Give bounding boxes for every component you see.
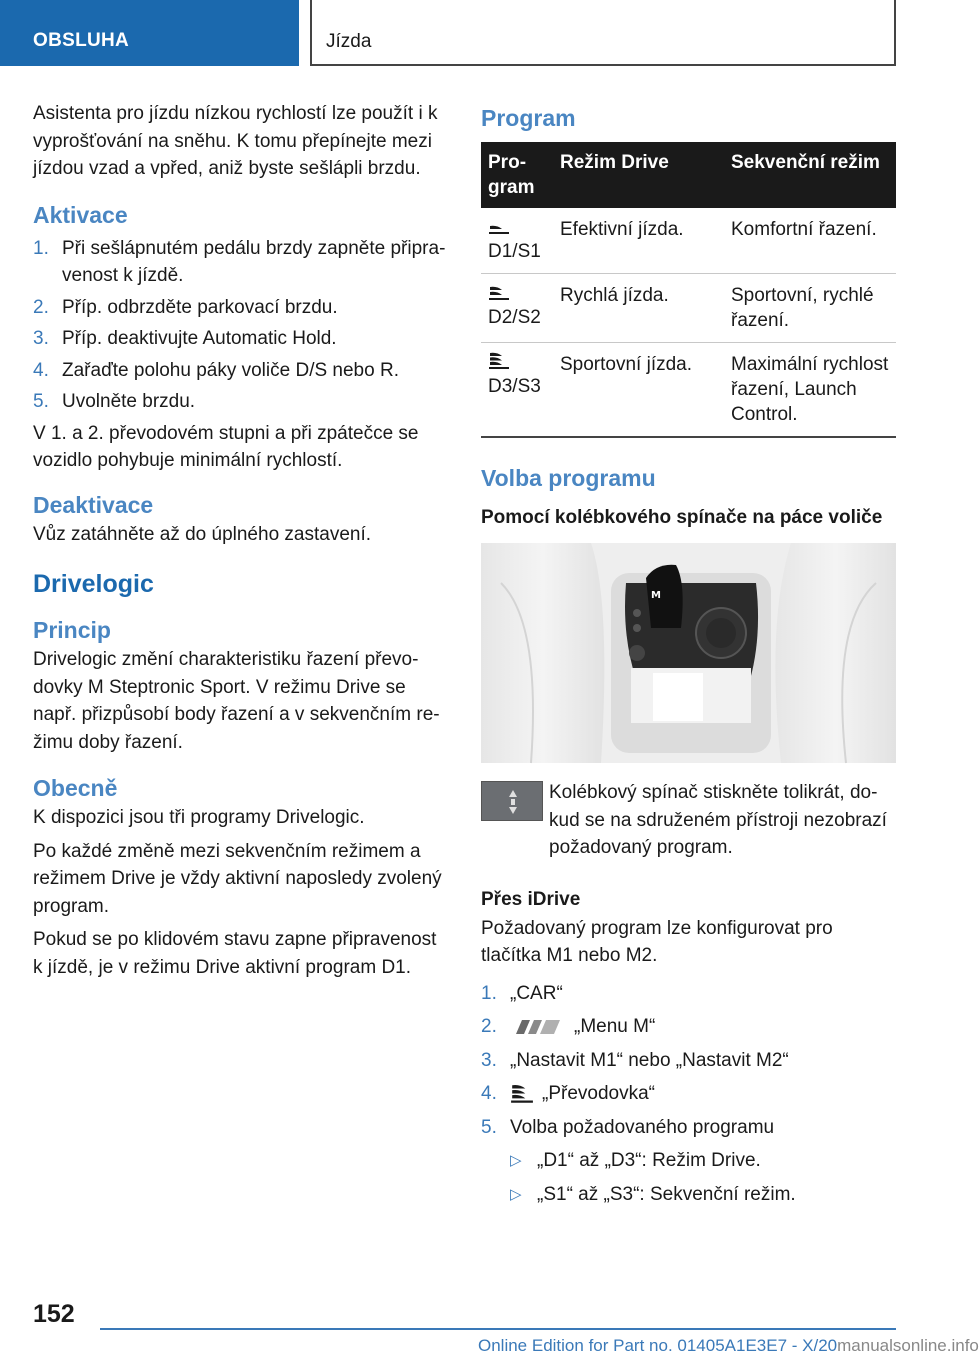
step-number: 2. <box>33 296 49 318</box>
list-item <box>510 1181 896 1209</box>
step-number: 5. <box>33 391 49 412</box>
program-label: D1/S1 <box>488 241 541 262</box>
triangle-bullet-icon: ▷ <box>510 1185 522 1203</box>
chapter-title: Jízda <box>326 31 372 52</box>
general-paragraph-1: K dispozici jsou tři programy Drivelogic. <box>33 807 365 828</box>
step-text: Při sešlápnutém pedálu brzdy zapněte připravenost k jízdě. <box>62 237 446 286</box>
edition-text: Online Edition for Part no. 01405A1E3E7 - X/20 <box>478 1336 838 1355</box>
principle-text: Drivelogic změní charakteristiku řazení převodovky M Steptronic Sport. V režimu Drive se např. přizpůsobí body řazení a v sekvenčním režimu doby řazení. <box>33 649 440 753</box>
program-heading: Program <box>481 105 576 131</box>
sequential-cell: Komfortní řazení. <box>724 208 896 274</box>
table-row <box>481 343 896 438</box>
gear-selector-photo <box>481 543 896 763</box>
program-cell <box>481 343 553 438</box>
sequential-cell: Sportovní, rychlé řazení. <box>724 274 896 343</box>
program-table <box>481 142 896 438</box>
table-header-cell: Program <box>481 142 553 208</box>
step-number: 5. <box>481 1116 497 1138</box>
table-header-cell: Režim Drive <box>553 142 724 208</box>
step-number: 1. <box>33 237 49 259</box>
section-tab <box>0 0 299 66</box>
step-text: Zařaďte polohu páky voliče D/S nebo R. <box>62 359 399 381</box>
deactivation-heading: Deaktivace <box>33 491 154 518</box>
step-number: 3. <box>33 328 49 349</box>
step-number: 4. <box>33 359 49 381</box>
drive-cell: Efektivní jízda. <box>553 208 724 274</box>
principle-heading: Princip <box>33 617 111 643</box>
table-row <box>481 208 896 274</box>
list-item <box>33 294 448 322</box>
step-text: „Převodovka“ <box>542 1083 655 1104</box>
triangle-bullet-icon: ▷ <box>510 1152 522 1169</box>
step-text: „Nastavit M1“ nebo „Nastavit M2“ <box>510 1049 789 1071</box>
rocker-heading: Pomocí kolébkového spínače na páce voliče <box>481 507 883 528</box>
step-text: Volba požadovaného programu <box>510 1116 775 1138</box>
list-item <box>481 1080 896 1108</box>
list-item <box>481 980 896 1008</box>
m-menu-icon <box>510 1018 568 1036</box>
footer-edition <box>478 1336 979 1356</box>
svg-text:M: M <box>651 590 661 601</box>
activation-heading: Aktivace <box>33 201 128 228</box>
step-text: Uvolněte brzdu. <box>62 391 196 412</box>
sub-step-text: „D1“ až „D3“: Režim Drive. <box>537 1150 761 1171</box>
step-number: 2. <box>481 1016 497 1037</box>
chapter-box <box>310 0 896 66</box>
step-number: 4. <box>481 1083 497 1104</box>
list-item <box>481 1047 896 1075</box>
program-sub-list <box>510 1147 896 1208</box>
gear-selector-illustration <box>481 543 896 763</box>
drivelogic-1-icon <box>488 217 510 235</box>
section-title: OBSLUHA <box>33 30 130 51</box>
transmission-icon <box>510 1084 534 1104</box>
intro-paragraph: Asistenta pro jízdu nízkou rychlostí lze použít i k vyprošťování na sněhu. K tomu přepínejte mezi jízdou vzad a vpřed, aniž byste sešlápli brzdu. <box>33 103 438 179</box>
step-text: „CAR“ <box>510 982 563 1004</box>
general-paragraph-3: Pokud se po klidovém stavu zapne připravenost k jízdě, je v režimu Drive aktivní program D1. <box>33 929 437 978</box>
rocker-switch-icon <box>481 781 543 821</box>
activation-steps <box>33 235 448 416</box>
left-column <box>33 100 448 987</box>
general-paragraph-2: Po každé změně mezi sekvenčním režimem a režimem Drive je vždy aktivní naposledy zvolený program. <box>33 840 442 917</box>
idrive-text: Požadovaný program lze konfigurovat pro tlačítka M1 nebo M2. <box>481 917 833 966</box>
list-item <box>33 388 448 416</box>
table-header-row <box>481 142 896 208</box>
drivelogic-heading: Drivelogic <box>33 570 154 598</box>
general-heading: Obecně <box>33 775 118 801</box>
list-item <box>33 235 448 290</box>
list-item <box>33 357 448 385</box>
page-number: 152 <box>33 1300 75 1328</box>
list-item <box>510 1147 896 1175</box>
activation-note: V 1. a 2. převodovém stupni a při zpátečce se vozidlo pohybuje minimální rychlostí. <box>33 422 419 471</box>
footer-divider <box>100 1328 896 1330</box>
step-number: 1. <box>481 982 497 1004</box>
step-number: 3. <box>481 1049 497 1071</box>
step-text: „Menu M“ <box>574 1016 656 1037</box>
program-cell <box>481 274 553 343</box>
idrive-steps <box>481 980 896 1142</box>
drivelogic-3-icon <box>488 352 510 370</box>
table-row <box>481 274 896 343</box>
step-text: Příp. deaktivujte Automatic Hold. <box>62 328 337 349</box>
drivelogic-2-icon <box>488 283 510 301</box>
list-item <box>481 1114 896 1142</box>
table-header-cell: Sekvenční režim <box>724 142 896 208</box>
right-column <box>481 100 896 1214</box>
watermark-text: manualsonline.info <box>837 1336 979 1355</box>
list-item <box>481 1013 896 1041</box>
program-label: D2/S2 <box>488 307 541 328</box>
drive-cell: Sportovní jízda. <box>553 343 724 438</box>
program-label: D3/S3 <box>488 376 541 397</box>
idrive-heading: Přes iDrive <box>481 888 581 910</box>
list-item <box>33 325 448 353</box>
step-text: Příp. odbrzděte parkovací brzdu. <box>62 296 338 318</box>
selection-heading: Volba programu <box>481 465 656 491</box>
program-cell <box>481 208 553 274</box>
deactivation-text: Vůz zatáhněte až do úplného zastavení. <box>33 523 372 545</box>
rocker-instruction <box>481 779 896 862</box>
sub-step-text: „S1“ až „S3“: Sekvenční režim. <box>537 1183 796 1205</box>
drive-cell: Rychlá jízda. <box>553 274 724 343</box>
sequential-cell: Maximální rychlost řazení, Launch Control. <box>724 343 896 438</box>
rocker-text: Kolébkový spínač stiskněte tolikrát, dokud se na sdruženém přístroji nezobrazí požadovaný program. <box>549 782 887 858</box>
